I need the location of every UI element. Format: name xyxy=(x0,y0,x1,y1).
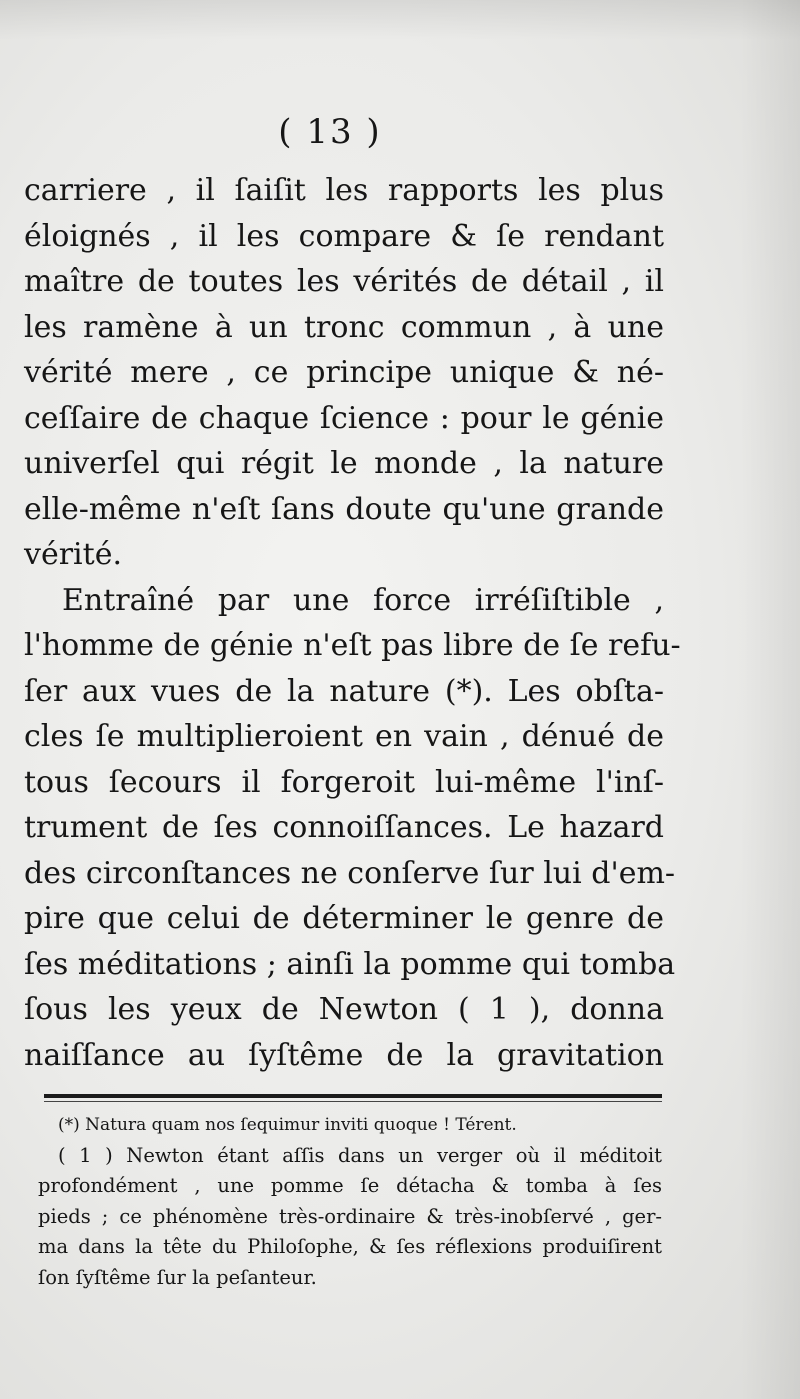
text-line: ſous les yeux de Newton ( 1 ), donna xyxy=(24,992,664,1027)
text-line: trument de ſes connoiſſances. Le hazard xyxy=(24,810,664,845)
text-line: l'homme de génie n'eſt pas libre de ſe refu- xyxy=(24,628,681,663)
footnote-line: pieds ; ce phénomène très-ordinaire & très-inobſervé , ger- xyxy=(38,1204,662,1228)
page-edge-shadow xyxy=(740,0,800,1399)
text-line: éloignés , il les compare & ſe rendant xyxy=(24,218,664,254)
text-line: pire que celui de déterminer le genre de xyxy=(24,901,664,936)
text-line: cles ſe multiplieroient en vain , dénué de xyxy=(24,719,664,754)
footnotes-block xyxy=(38,1110,662,1293)
text-line: naiſſance au ſyſtême de la gravitation xyxy=(24,1037,664,1073)
footnote-line: ſon ſyſtême ſur la peſanteur. xyxy=(38,1265,317,1289)
text-line: univerſel qui régit le monde , la nature xyxy=(24,446,664,481)
text-line: elle-même n'eſt ſans doute qu'une grande xyxy=(24,491,664,527)
main-text-block xyxy=(24,168,681,1078)
text-line: ſes méditations ; ainſi la pomme qui tomba xyxy=(24,946,676,982)
paragraph-start-line: Entraîné par une force irréſiſtible , xyxy=(62,582,664,618)
text-line: vérité mere , ce principe unique & né- xyxy=(24,355,664,390)
footnote-line: ma dans la tête du Philoſophe, & ſes réflexions produiſirent xyxy=(38,1235,662,1258)
page-number: ( 13 ) xyxy=(278,112,382,152)
text-line: ſer aux vues de la nature (*). Les obſta- xyxy=(24,673,664,709)
footnote-line: profondément , une pomme ſe détacha & tomba à ſes xyxy=(38,1174,662,1197)
footnote-divider xyxy=(44,1094,662,1098)
footnote-line: (*) Natura quam nos ſequimur inviti quoque ! Térent. xyxy=(58,1115,517,1135)
footnote-line: ( 1 ) Newton étant aſſis dans un verger où il méditoit xyxy=(58,1143,662,1167)
footnote-divider-thin xyxy=(44,1101,662,1102)
text-line: maître de toutes les vérités de détail , il xyxy=(24,264,664,299)
text-line: vérité. xyxy=(24,537,122,572)
text-line: ceſſaire de chaque ſcience : pour le génie xyxy=(24,400,664,436)
text-line: carriere , il ſaiſit les rapports les plus xyxy=(24,173,664,208)
page-top-shadow xyxy=(0,0,800,40)
text-line: des circonſtances ne conſerve ſur lui d'em- xyxy=(24,855,676,891)
text-line: tous ſecours il forgeroit lui-même l'inſ- xyxy=(24,764,664,800)
text-line: les ramène à un tronc commun , à une xyxy=(24,309,664,345)
